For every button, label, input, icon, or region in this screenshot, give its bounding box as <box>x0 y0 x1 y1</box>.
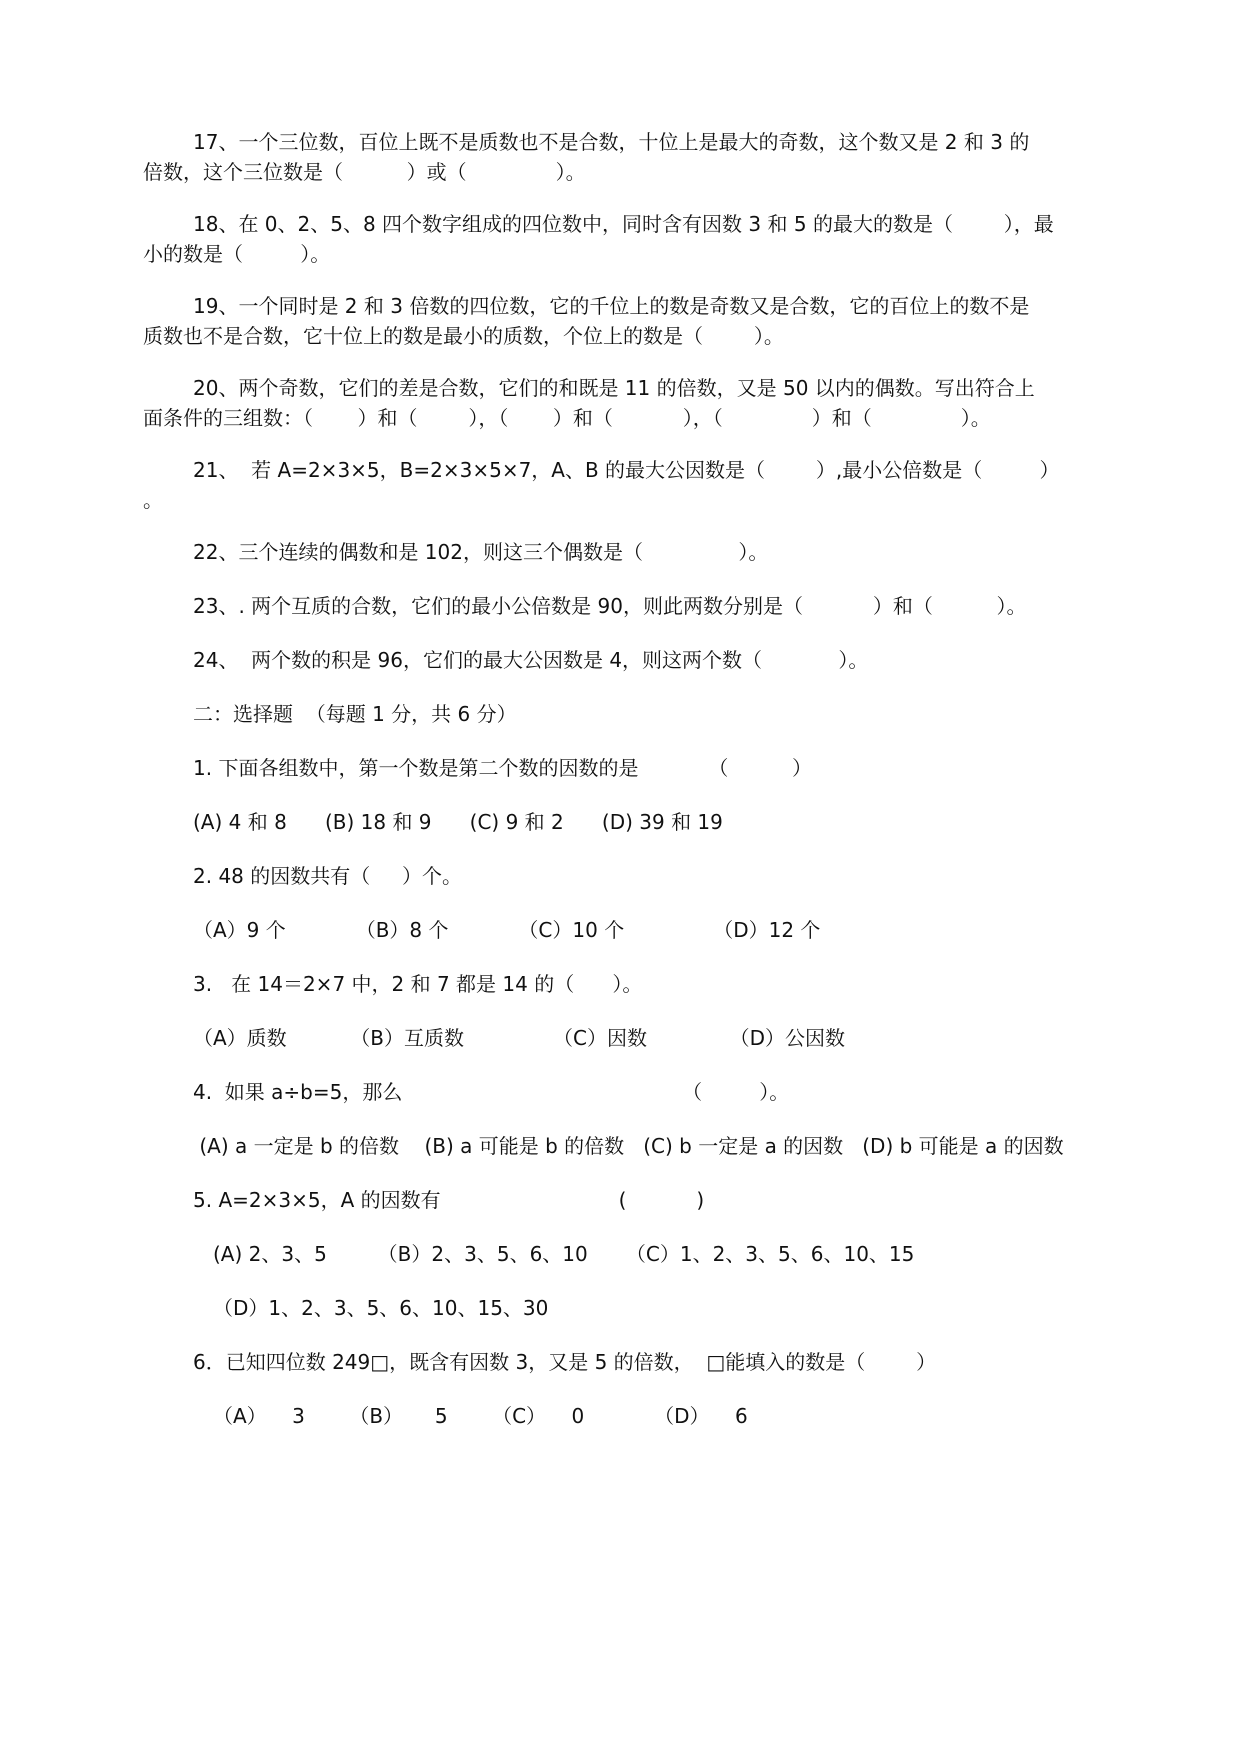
question-20-line1: 20、两个奇数，它们的差是合数，它们的和既是 11 的倍数，又是 50 以内的偶数。写出符合上 <box>193 376 1035 400</box>
question-24: 24、 两个数的积是 96，它们的最大公因数是 4，则这两个数（ ）。 <box>193 648 869 672</box>
choice-question-4: 4. 如果 a÷b=5，那么 （ ）。 <box>193 1080 790 1104</box>
choice-options-4: (A) a 一定是 b 的倍数 (B) a 可能是 b 的倍数 (C) b 一定是 a 的因数 (D) b 可能是 a 的因数 <box>193 1134 1064 1158</box>
choice-options-6: （A） 3 （B） 5 （C） 0 （D） 6 <box>213 1404 748 1428</box>
choice-question-3: 3. 在 14＝2×7 中，2 和 7 都是 14 的（ ）。 <box>193 972 643 996</box>
choice-options-3: （A）质数 （B）互质数 （C）因数 （D）公因数 <box>193 1026 845 1050</box>
choice-question-2: 2. 48 的因数共有（ ）个。 <box>193 864 463 888</box>
question-17-line1: 17、一个三位数，百位上既不是质数也不是合数，十位上是最大的奇数，这个数又是 2 和 3 的 <box>193 130 1030 154</box>
question-22: 22、三个连续的偶数和是 102，则这三个偶数是（ ）。 <box>193 540 769 564</box>
choice-options-5b: （D）1、2、3、5、6、10、15、30 <box>213 1296 549 1320</box>
choice-options-2: （A）9 个 （B）8 个 （C）10 个 （D）12 个 <box>193 918 821 942</box>
question-20-line2: 面条件的三组数：（ ）和（ ），（ ）和（ ），（ ）和（ ）。 <box>143 406 991 430</box>
choice-question-1: 1. 下面各组数中，第一个数是第二个数的因数的是 （ ） <box>193 756 812 780</box>
section-title: 二：选择题 （每题 1 分，共 6 分） <box>193 702 517 726</box>
question-18-line2: 小的数是（ ）。 <box>143 242 331 266</box>
choice-question-5: 5. A=2×3×5，A 的因数有 ( ) <box>193 1188 705 1212</box>
question-21-line1: 21、 若 A=2×3×5，B=2×3×5×7，A、B 的最大公因数是（ ）,最小公倍数是（ ） <box>193 458 1060 482</box>
question-18-line1: 18、在 0、2、5、8 四个数字组成的四位数中，同时含有因数 3 和 5 的最大的数是（ ），最 <box>193 212 1054 236</box>
choice-options-1: (A) 4 和 8 (B) 18 和 9 (C) 9 和 2 (D) 39 和 19 <box>193 810 723 834</box>
question-19-line2: 质数也不是合数，它十位上的数是最小的质数，个位上的数是（ ）。 <box>143 324 784 348</box>
question-19-line1: 19、一个同时是 2 和 3 倍数的四位数，它的千位上的数是奇数又是合数，它的百位上的数不是 <box>193 294 1030 318</box>
choice-question-6: 6．已知四位数 249□，既含有因数 3，又是 5 的倍数， □能填入的数是（ ） <box>193 1350 937 1374</box>
question-23: 23、. 两个互质的合数，它们的最小公倍数是 90，则此两数分别是（ ）和（ ）。 <box>193 594 1027 618</box>
question-17-line2: 倍数，这个三位数是（ ）或（ ）。 <box>143 160 586 184</box>
choice-options-5a: (A) 2、3、5 （B）2、3、5、6、10 （C）1、2、3、5、6、10、15 <box>213 1242 915 1266</box>
question-21-line2: 。 <box>143 488 163 512</box>
